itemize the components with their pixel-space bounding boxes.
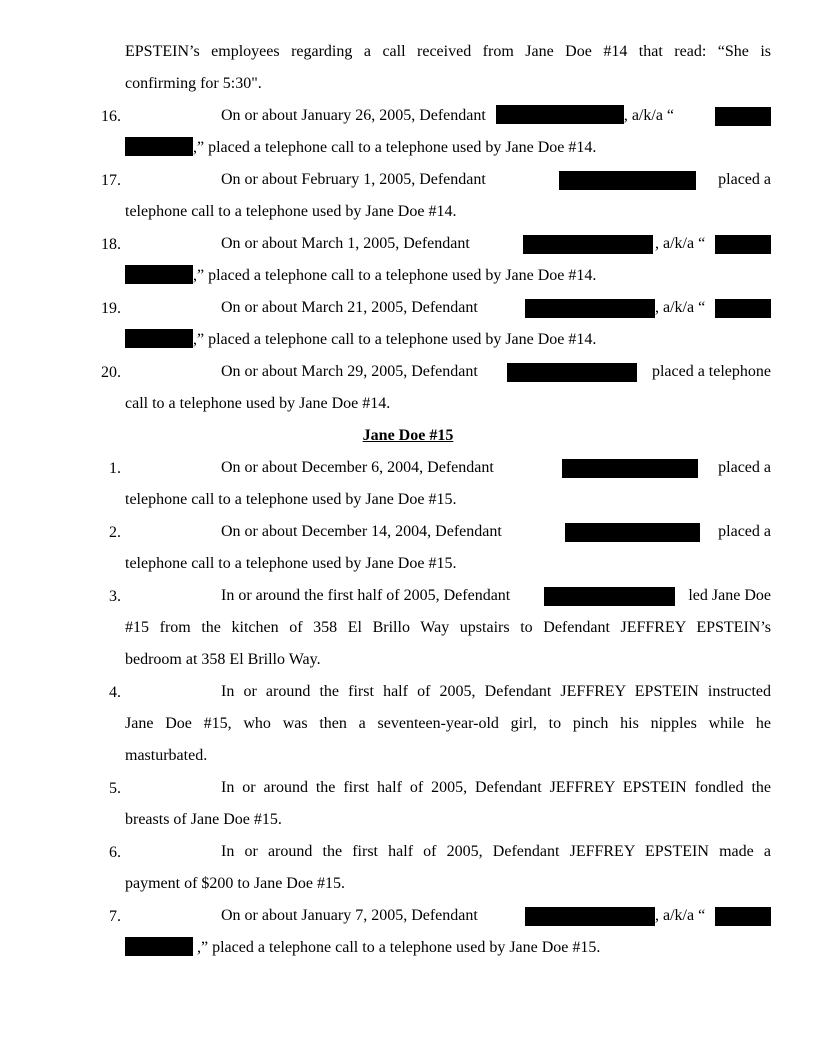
line-text: On or about January 26, 2005, Defendant xyxy=(221,107,486,124)
redaction-box xyxy=(523,235,653,254)
paragraph-line: In or around the first half of 2005, Defendant JEFFREY EPSTEIN fondled the xyxy=(221,779,771,796)
paragraph-line xyxy=(125,265,771,287)
line-text: ,” placed a telephone call to a telephone used by Jane Doe #14. xyxy=(193,139,597,156)
paragraph-line xyxy=(221,297,771,319)
line-text: On or about December 6, 2004, Defendant xyxy=(221,459,494,476)
paragraph-line xyxy=(221,585,771,607)
paragraph-number: 19. xyxy=(101,300,121,317)
paragraph-number: 1. xyxy=(109,460,121,477)
paragraph-line xyxy=(221,457,771,479)
paragraph-number: 17. xyxy=(101,172,121,189)
line-text: In or around the first half of 2005, Defendant xyxy=(221,587,511,604)
redaction-box xyxy=(565,523,700,542)
paragraph-line: In or around the first half of 2005, Defendant JEFFREY EPSTEIN made a xyxy=(221,843,771,860)
paragraph-number: 5. xyxy=(109,780,121,797)
paragraph-line: #15 from the kitchen of 358 El Brillo Way upstairs to Defendant JEFFREY EPSTEIN’s xyxy=(125,619,771,636)
line-text: On or about December 14, 2004, Defendant xyxy=(221,523,502,540)
line-text: On or about January 7, 2005, Defendant xyxy=(221,907,478,924)
paragraph-line: breasts of Jane Doe #15. xyxy=(125,811,282,828)
paragraph-line: telephone call to a telephone used by Jane Doe #15. xyxy=(125,555,457,572)
redaction-box xyxy=(715,299,771,318)
paragraph-number: 2. xyxy=(109,524,121,541)
redaction-box xyxy=(562,459,698,478)
paragraph-line: EPSTEIN’s employees regarding a call received from Jane Doe #14 that read: “She is xyxy=(125,43,771,60)
redaction-box xyxy=(125,137,193,156)
paragraph-number: 7. xyxy=(109,908,121,925)
line-text: placed a xyxy=(718,459,771,476)
paragraph-line: call to a telephone used by Jane Doe #14. xyxy=(125,395,391,412)
redaction-box xyxy=(715,235,771,254)
line-text: , a/k/a “ xyxy=(655,299,706,316)
redaction-box xyxy=(507,363,637,382)
line-text: On or about March 1, 2005, Defendant xyxy=(221,235,470,252)
paragraph-line: masturbated. xyxy=(125,747,208,764)
line-text: ,” placed a telephone call to a telephone used by Jane Doe #14. xyxy=(193,331,597,348)
paragraph-number: 20. xyxy=(101,364,121,381)
paragraph-line xyxy=(125,137,771,159)
paragraph-line xyxy=(221,361,771,383)
paragraph-number: 4. xyxy=(109,684,121,701)
paragraph-number: 3. xyxy=(109,588,121,605)
paragraph-line xyxy=(221,233,771,255)
paragraph-line xyxy=(221,905,771,927)
section-heading: Jane Doe #15 xyxy=(362,427,454,444)
line-text: led Jane Doe xyxy=(688,587,771,604)
redaction-box xyxy=(715,107,771,126)
line-text: , a/k/a “ xyxy=(655,907,706,924)
paragraph-line: confirming for 5:30". xyxy=(125,75,262,92)
redaction-box xyxy=(525,299,655,318)
line-text: On or about March 29, 2005, Defendant xyxy=(221,363,478,380)
line-text: placed a xyxy=(718,523,771,540)
line-text: , a/k/a “ xyxy=(655,235,706,252)
redaction-box xyxy=(125,937,193,956)
line-text: , a/k/a “ xyxy=(623,107,675,124)
paragraph-number: 18. xyxy=(101,236,121,253)
paragraph-line: payment of $200 to Jane Doe #15. xyxy=(125,875,345,892)
redaction-box xyxy=(125,265,193,284)
redaction-box xyxy=(715,907,771,926)
redaction-box xyxy=(559,171,696,190)
paragraph-number: 6. xyxy=(109,844,121,861)
line-text: On or about March 21, 2005, Defendant xyxy=(221,299,478,316)
paragraph-number: 16. xyxy=(101,108,121,125)
paragraph-line: Jane Doe #15, who was then a seventeen-year-old girl, to pinch his nipples while he xyxy=(125,715,771,732)
paragraph-line xyxy=(221,105,771,127)
line-text: placed a xyxy=(718,171,771,188)
line-text: ,” placed a telephone call to a telephone used by Jane Doe #14. xyxy=(193,267,597,284)
redaction-box xyxy=(496,105,624,124)
redaction-box xyxy=(544,587,675,606)
paragraph-line: telephone call to a telephone used by Jane Doe #14. xyxy=(125,203,457,220)
paragraph-line xyxy=(221,169,771,191)
redaction-box xyxy=(525,907,655,926)
line-text: On or about February 1, 2005, Defendant xyxy=(221,171,486,188)
paragraph-line: telephone call to a telephone used by Jane Doe #15. xyxy=(125,491,457,508)
paragraph-line: bedroom at 358 El Brillo Way. xyxy=(125,651,321,668)
line-text: placed a telephone xyxy=(651,363,771,380)
paragraph-line: In or around the first half of 2005, Defendant JEFFREY EPSTEIN instructed xyxy=(221,683,771,700)
paragraph-line xyxy=(125,937,771,959)
redaction-box xyxy=(125,329,193,348)
line-text: ,” placed a telephone call to a telephone used by Jane Doe #15. xyxy=(197,939,601,956)
paragraph-line xyxy=(125,329,771,351)
paragraph-line xyxy=(221,521,771,543)
